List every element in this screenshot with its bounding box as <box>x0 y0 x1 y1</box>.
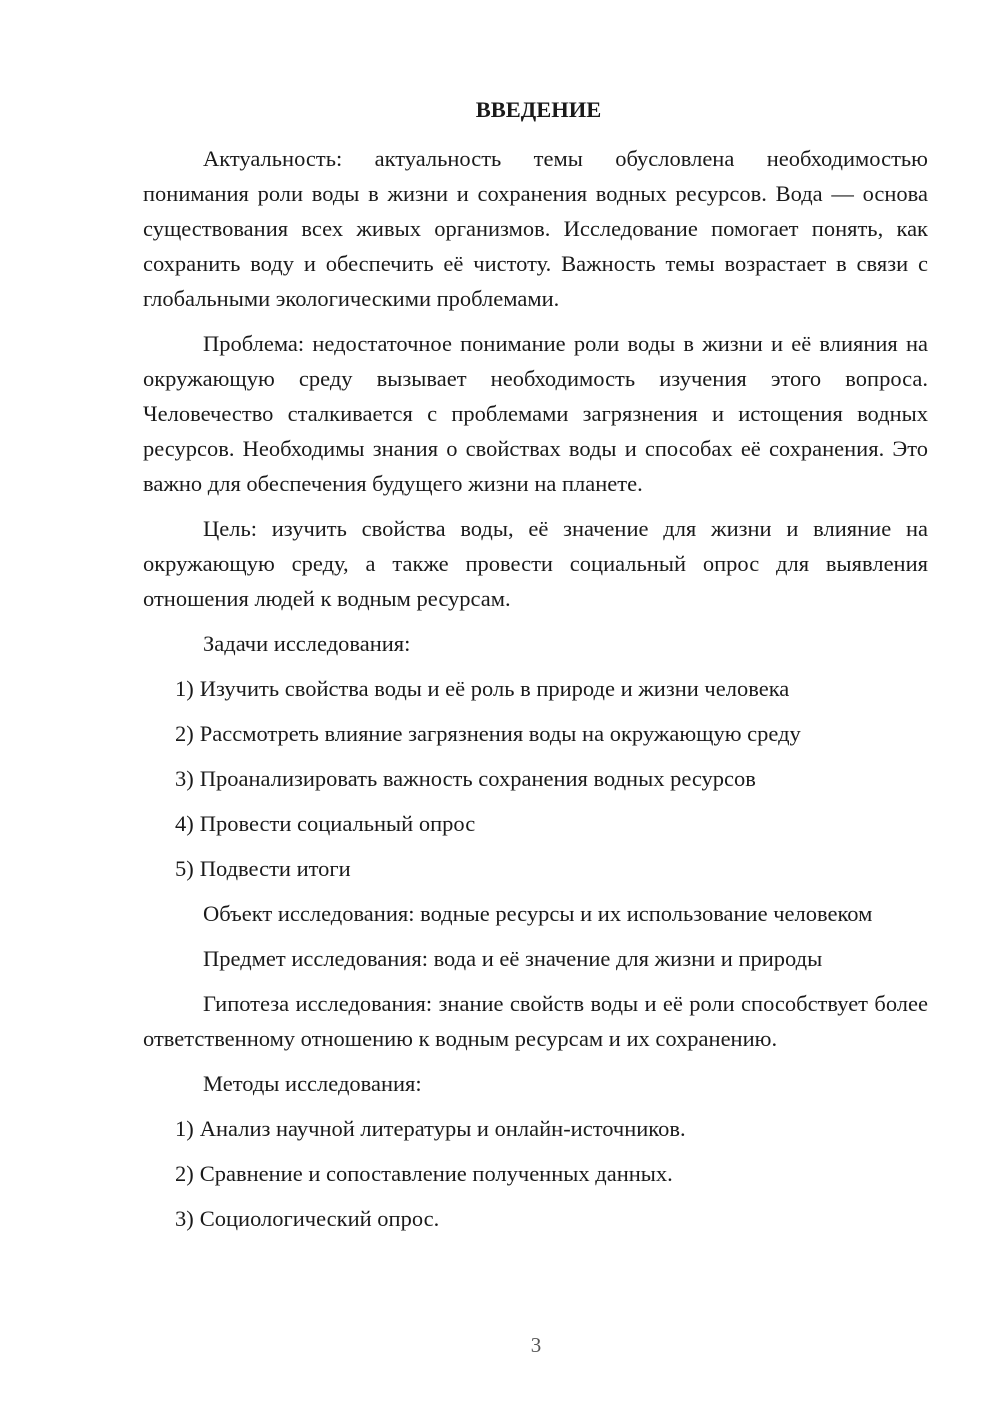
relevance-paragraph: Актуальность: актуальность темы обусловлена необходимостью понимания роли воды в жизни и сохранения водных ресурсов. Вода — основа существования всех живых организмов. Исследование помогает понять, как сохранить воду и обеспечить её чистоту. Важность темы возрастает в связи с глобальными экологическими проблемами. <box>143 146 928 311</box>
list-item <box>143 761 928 796</box>
goal-paragraph: Цель: изучить свойства воды, её значение для жизни и влияние на окружающую среду, а также провести социальный опрос для выявления отношения людей к водным ресурсам. <box>143 516 928 611</box>
tasks-list <box>143 671 928 886</box>
list-item-text: Подвести итоги <box>199 856 351 881</box>
list-item-text: Провести социальный опрос <box>199 811 476 836</box>
list-item <box>143 806 928 841</box>
list-item <box>143 851 928 886</box>
list-item-number: 4) <box>175 811 194 836</box>
list-item-text: Анализ научной литературы и онлайн-источников. <box>199 1116 686 1141</box>
tasks-label: Задачи исследования: <box>203 631 411 656</box>
list-item <box>143 716 928 751</box>
list-item-number: 3) <box>175 766 194 791</box>
list-item-number: 1) <box>175 676 194 701</box>
list-item-text: Рассмотреть влияние загрязнения воды на окружающую среду <box>199 721 801 746</box>
list-item-number: 2) <box>175 721 194 746</box>
list-item <box>143 1156 928 1191</box>
list-item <box>143 671 928 706</box>
hypothesis-paragraph: Гипотеза исследования: знание свойств воды и её роли способствует более ответственному отношению к водным ресурсам и их сохранению. <box>143 991 928 1051</box>
list-item-number: 5) <box>175 856 194 881</box>
list-item <box>143 1111 928 1146</box>
list-item-number: 1) <box>175 1116 194 1141</box>
list-item-number: 3) <box>175 1206 194 1231</box>
subject-paragraph: Предмет исследования: вода и её значение для жизни и природы <box>203 946 823 971</box>
object-paragraph: Объект исследования: водные ресурсы и их использование человеком <box>203 901 873 926</box>
list-item-text: Социологический опрос. <box>199 1206 440 1231</box>
list-item-text: Сравнение и сопоставление полученных данных. <box>199 1161 673 1186</box>
list-item-number: 2) <box>175 1161 194 1186</box>
page-title: ВВЕДЕНИЕ <box>475 97 602 122</box>
problem-paragraph: Проблема: недостаточное понимание роли воды в жизни и её влияния на окружающую среду вызывает необходимость изучения этого вопроса. Человечество сталкивается с проблемами загрязнения и истощения водных ресурсов. Необходимы знания о свойствах воды и способах её сохранения. Это важно для обеспечения будущего жизни на планете. <box>143 331 928 496</box>
list-item-text: Изучить свойства воды и её роль в природе и жизни человека <box>199 676 790 701</box>
methods-label: Методы исследования: <box>203 1071 422 1096</box>
methods-list <box>143 1111 928 1236</box>
list-item <box>143 1201 928 1236</box>
page-number: 3 <box>530 1333 542 1357</box>
list-item-text: Проанализировать важность сохранения водных ресурсов <box>199 766 756 791</box>
document-page <box>143 95 928 1246</box>
